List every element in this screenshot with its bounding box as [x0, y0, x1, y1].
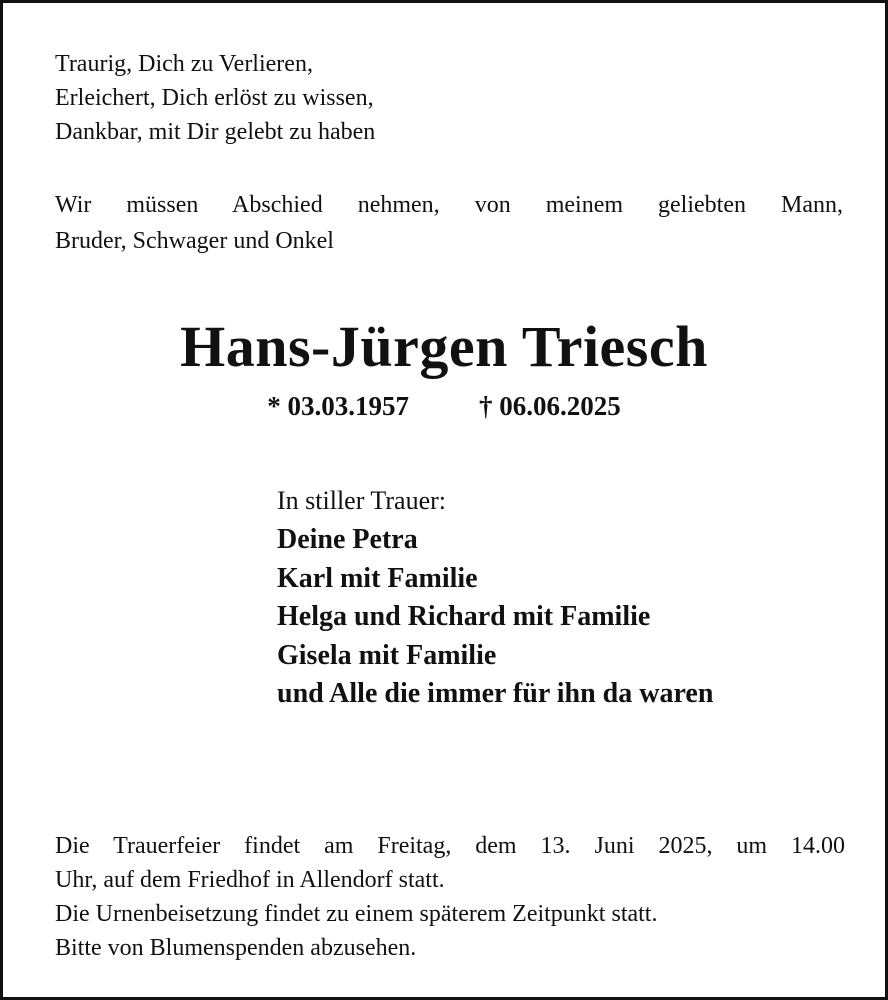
intro-line: Bruder, Schwager und Onkel	[55, 228, 334, 254]
death-date: † 06.06.2025	[479, 391, 621, 421]
mourner-name: und Alle die immer für ihn da waren	[277, 678, 714, 709]
mourners-lead: In stiller Trauer:	[277, 486, 446, 515]
life-dates	[3, 388, 885, 424]
footer-line: Die Urnenbeisetzung findet zu einem späterem Zeitpunkt statt.	[55, 901, 658, 927]
intro-text	[55, 187, 843, 259]
mourner-name: Gisela mit Familie	[277, 639, 497, 671]
birth-date: * 03.03.1957	[267, 391, 409, 421]
funeral-details	[55, 829, 845, 965]
mourners-list	[277, 521, 713, 714]
mourner-name: Karl mit Familie	[277, 562, 478, 594]
motto-line: Dankbar, mit Dir gelebt zu haben	[55, 119, 376, 145]
footer-line: Uhr, auf dem Friedhof in Allendorf statt.	[55, 867, 445, 893]
footer-line: Die Trauerfeier findet am Freitag, dem 13. Juni 2025, um 14.00	[55, 833, 845, 859]
footer-line: Bitte von Blumenspenden abzusehen.	[55, 935, 417, 961]
motto-line: Erleichert, Dich erlöst zu wissen,	[55, 85, 374, 111]
mourners-block	[277, 481, 713, 714]
deceased-name: Hans-Jürgen Triesch	[180, 314, 708, 379]
intro-line: Wir müssen Abschied nehmen, von meinem geliebten Mann,	[55, 192, 843, 218]
motto-verse	[55, 47, 375, 149]
motto-line: Traurig, Dich zu Verlieren,	[55, 51, 313, 77]
mourner-name: Deine Petra	[277, 524, 418, 555]
mourner-name: Helga und Richard mit Familie	[277, 601, 651, 632]
